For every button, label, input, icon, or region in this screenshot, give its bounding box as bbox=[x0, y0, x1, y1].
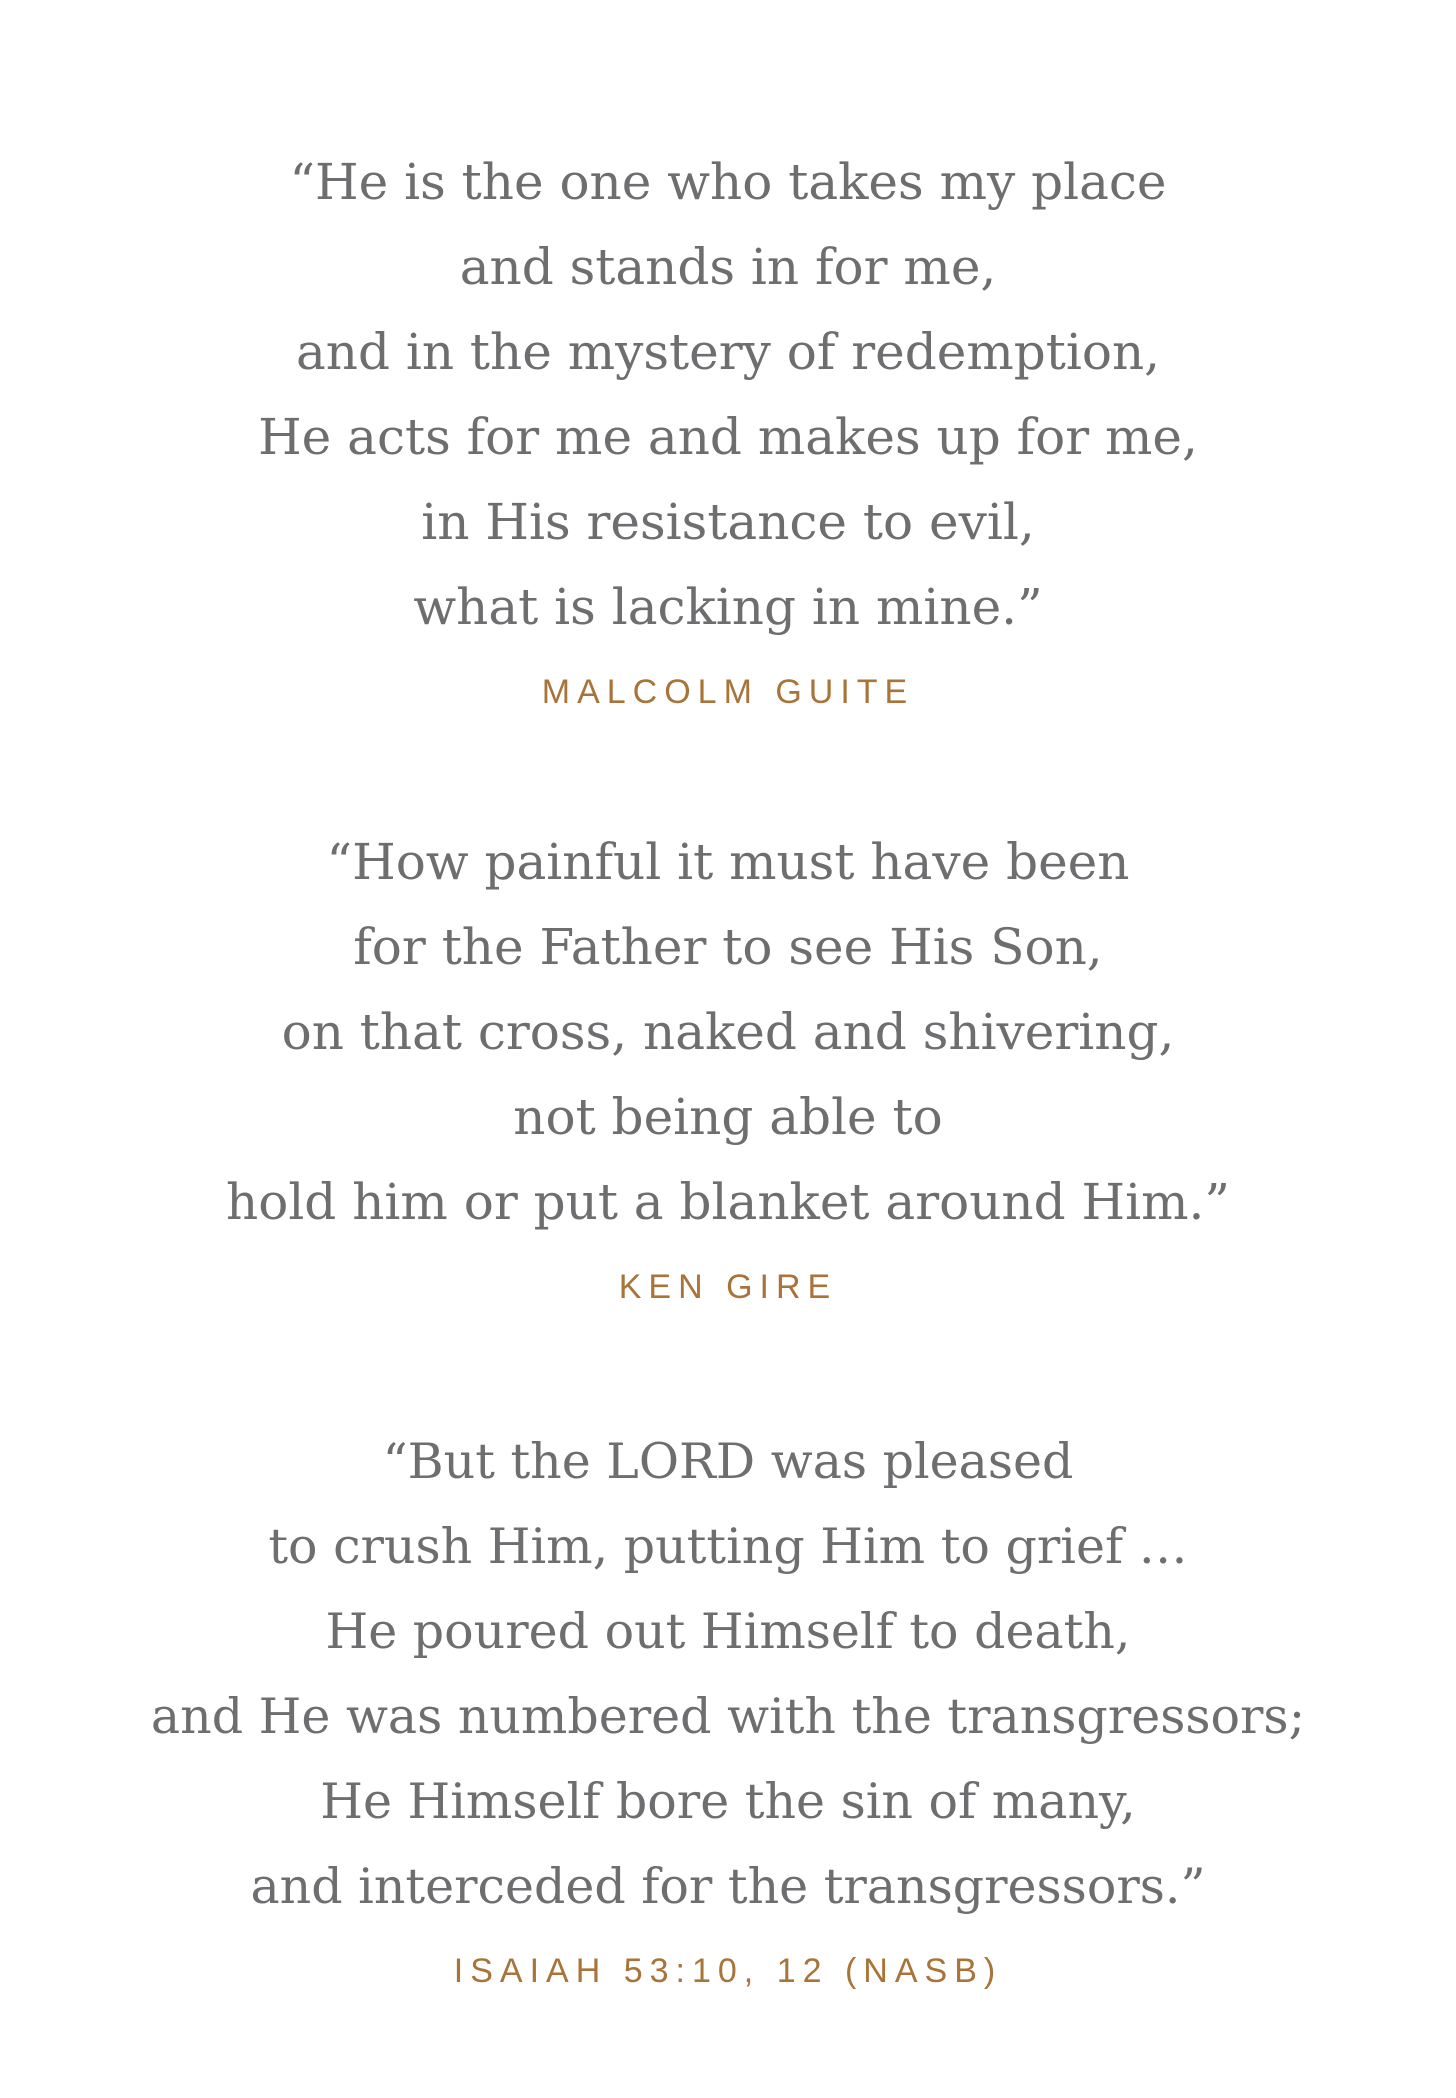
quote-line: “But the LORD was pleased bbox=[382, 1433, 1074, 1490]
quote-line: He Himself bore the sin of many, bbox=[320, 1773, 1136, 1830]
quote-line: He poured out Himself to death, bbox=[325, 1603, 1131, 1660]
quote-line: and stands in for me, bbox=[459, 238, 997, 296]
quote-line: what is lacking in mine.” bbox=[413, 578, 1043, 636]
quote-line: not being able to bbox=[513, 1088, 943, 1146]
attribution-ken-gire: KEN GIRE bbox=[618, 1268, 838, 1306]
quote-block-guite bbox=[0, 140, 1456, 712]
quote-line: He acts for me and makes up for me, bbox=[258, 408, 1198, 466]
quote-line: “He is the one who takes my place bbox=[289, 153, 1167, 211]
attribution-isaiah: ISAIAH 53:10, 12 (NASB) bbox=[453, 1952, 1003, 1990]
quote-line: on that cross, naked and shivering, bbox=[281, 1003, 1175, 1061]
quote-block-gire bbox=[0, 820, 1456, 1307]
quote-line: and He was numbered with the transgressors; bbox=[150, 1688, 1306, 1745]
quote-line: hold him or put a blanket around Him.” bbox=[226, 1173, 1230, 1231]
quote-line: “How painful it must have been bbox=[326, 833, 1130, 891]
attribution-malcolm-guite: MALCOLM GUITE bbox=[541, 673, 915, 711]
quote-line: to crush Him, putting Him to grief … bbox=[268, 1518, 1188, 1575]
quote-line: for the Father to see His Son, bbox=[353, 918, 1103, 976]
quote-line: and interceded for the transgressors.” bbox=[250, 1858, 1206, 1915]
quote-line: in His resistance to evil, bbox=[421, 493, 1035, 551]
quote-line: and in the mystery of redemption, bbox=[295, 323, 1161, 381]
quote-block-isaiah bbox=[0, 1419, 1456, 1991]
